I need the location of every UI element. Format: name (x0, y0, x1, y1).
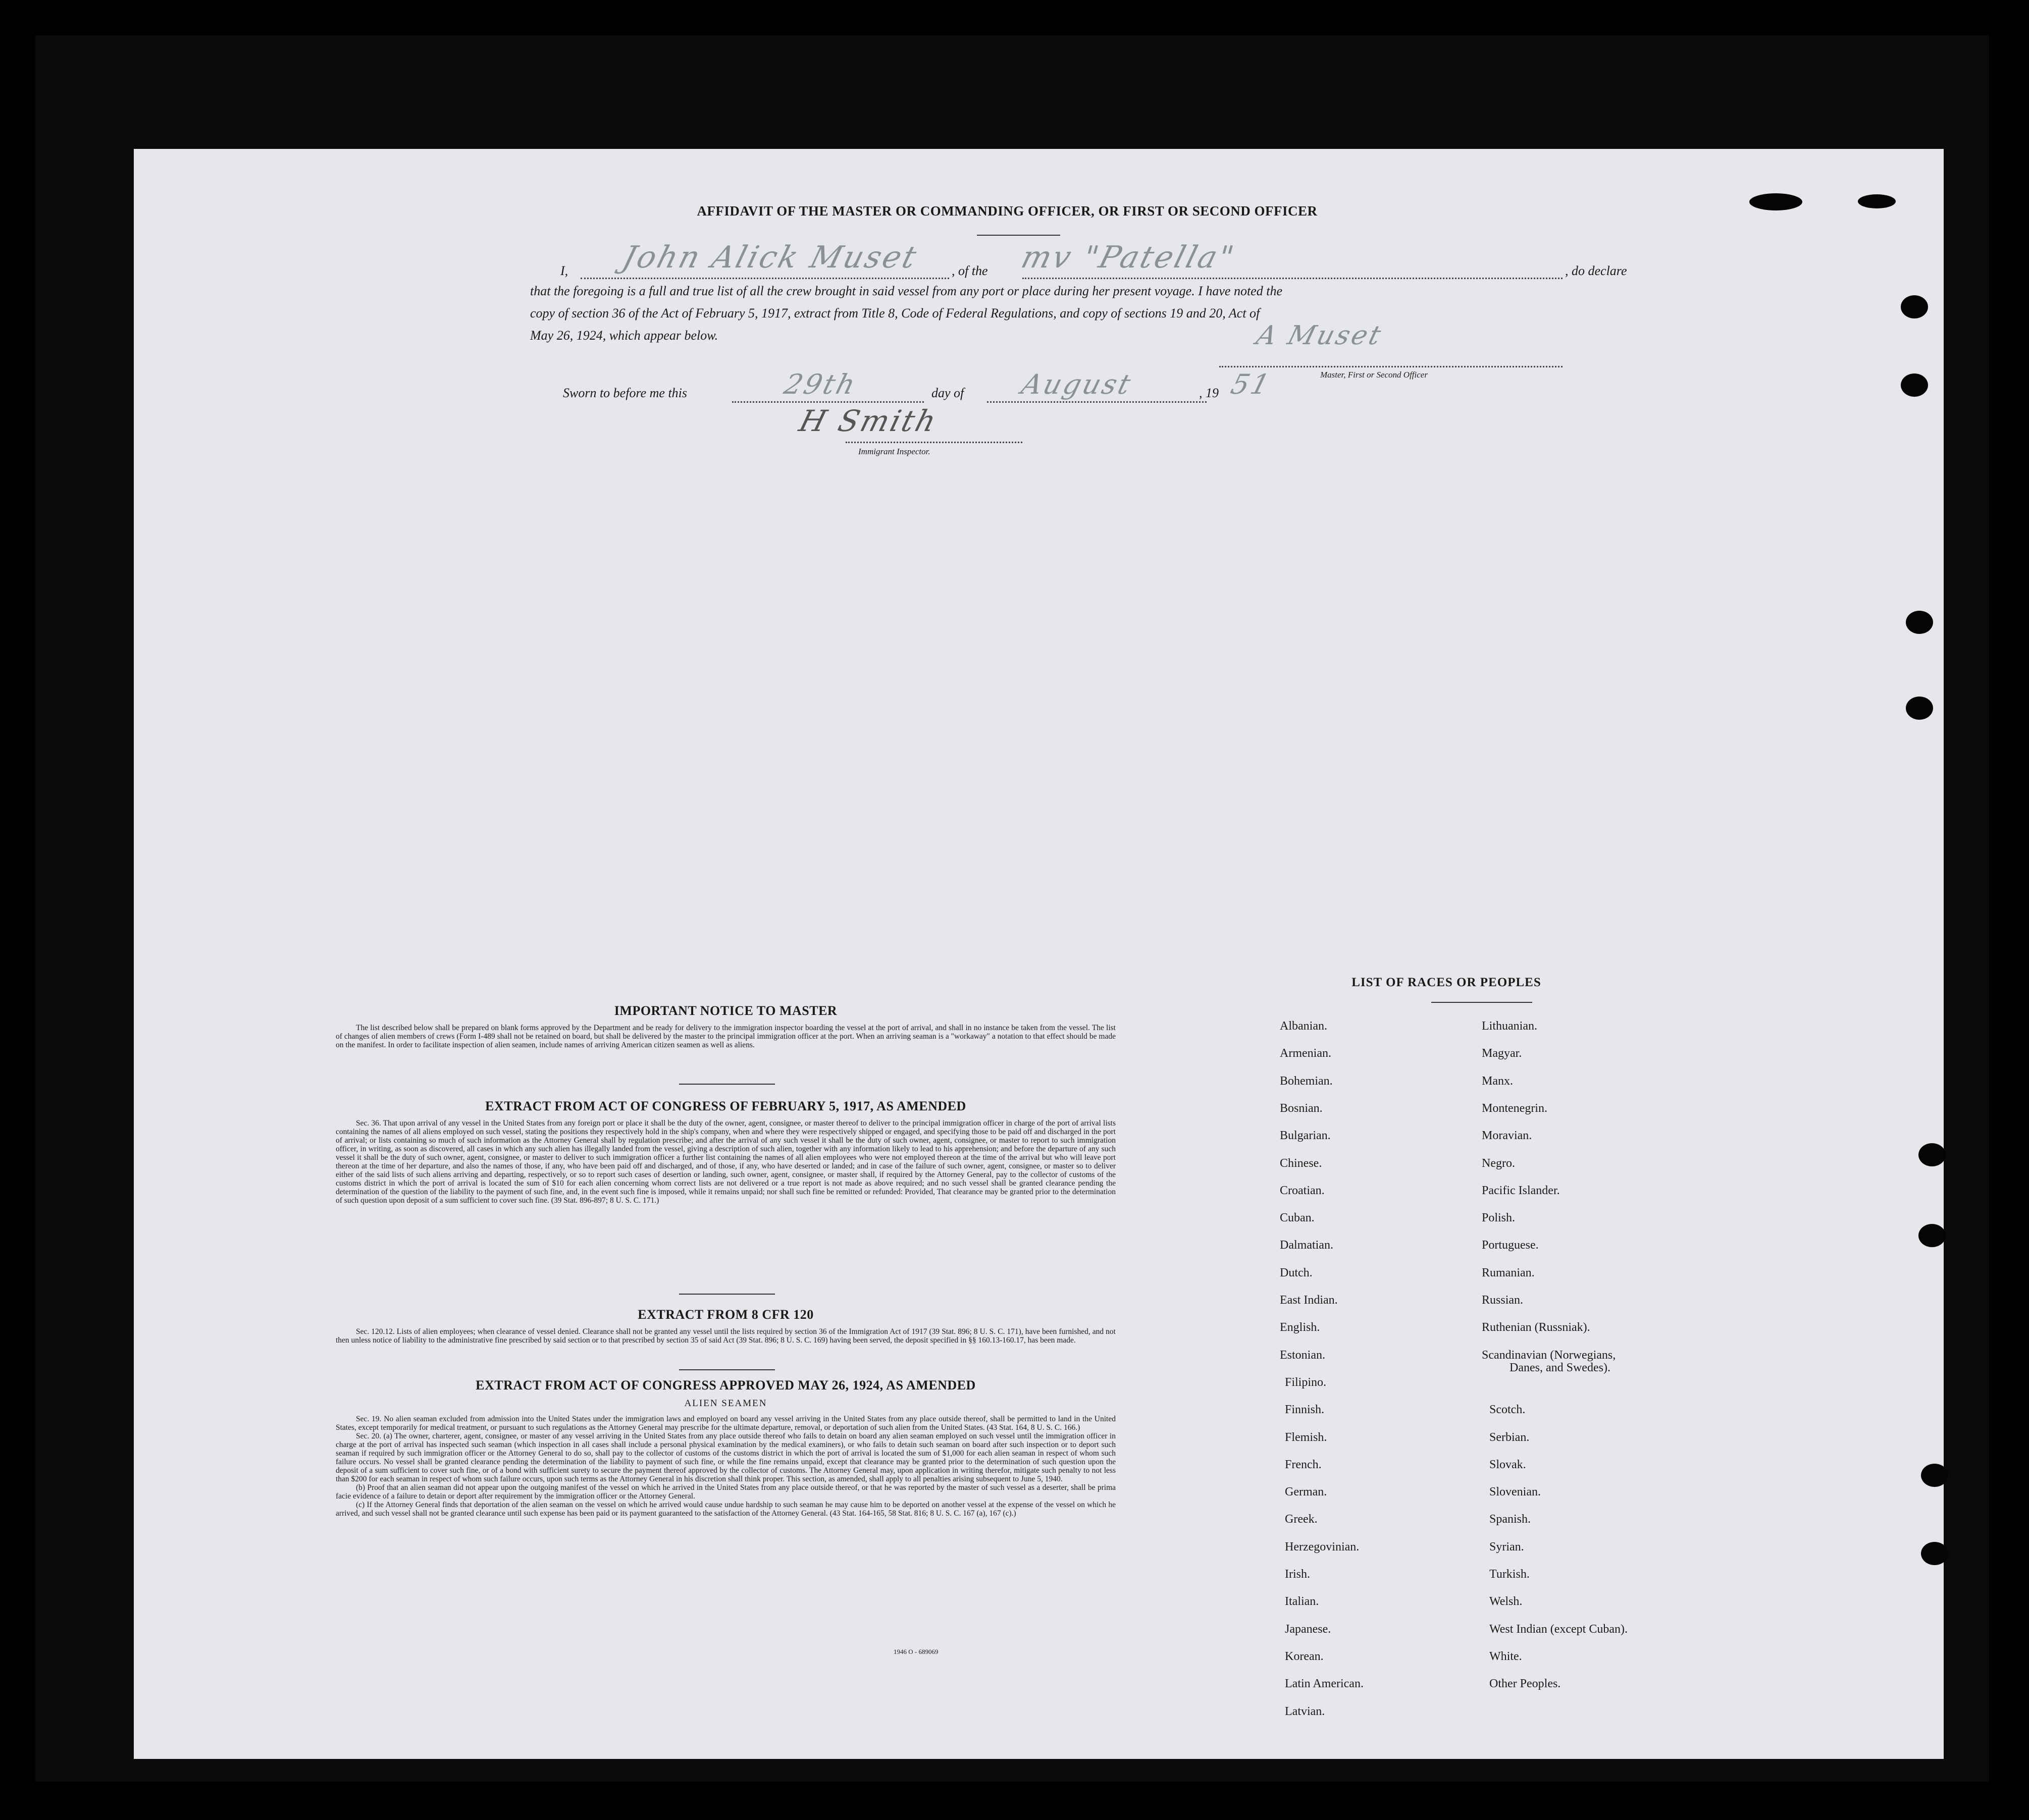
inspector-line (846, 442, 1022, 443)
of-the-label: , of the (952, 263, 988, 278)
extract-1917-title: EXTRACT FROM ACT OF CONGRESS OF FEBRUARY 5, 1917, AS AMENDED (485, 1099, 966, 1113)
section-rule (679, 1084, 775, 1085)
section-rule (679, 1294, 775, 1295)
punch-hole (1901, 373, 1928, 397)
race-item: Filipino. (1285, 1375, 1327, 1389)
affidavit-body-line3: May 26, 1924, which appear below. (530, 328, 718, 343)
master-caption: Master, First or Second Officer (1320, 370, 1428, 380)
race-item: Montenegrin. (1482, 1101, 1547, 1115)
race-item: Russian. (1482, 1294, 1524, 1307)
race-item: Albanian. (1280, 1020, 1327, 1033)
race-item: Cuban. (1280, 1211, 1315, 1225)
vessel-name-handwritten: mv "Patella" (1017, 240, 1239, 275)
month-line (987, 401, 1207, 403)
master-signature-line (1219, 366, 1563, 367)
race-item: Flemish. (1285, 1430, 1327, 1444)
race-item: Bosnian. (1280, 1101, 1323, 1115)
year-handwritten: 51 (1227, 368, 1275, 400)
title-rule (977, 235, 1060, 236)
notice-title: IMPORTANT NOTICE TO MASTER (614, 1003, 838, 1018)
race-item: Korean. (1285, 1649, 1324, 1663)
notice-paragraph: The list described below shall be prepared on blank forms approved by the Department and be ready for delivery to the immigration inspector boarding the vessel at the port of arrival, and shall in no instance be taken from the vessel. The list of changes of alien members of crews (Form I-489 shall not be retained on board, but shall be delivered by the master to the principal immigration officer at the port. When an arriving seaman is a "workaway" a notation to that effect should be made on the manifest. In order to facilitate inspection of alien seamen, include names of arriving American citizen seamen as well as aliens. (336, 1024, 1116, 1049)
race-item: Bohemian. (1280, 1074, 1333, 1088)
master-name-handwritten: John Alick Muset (618, 240, 922, 275)
extract-1924-title: EXTRACT FROM ACT OF CONGRESS APPROVED MAY 26, 1924, AS AMENDED (476, 1378, 976, 1393)
section-rule (679, 1369, 775, 1370)
extract-cfr-paragraph: Sec. 120.12. Lists of alien employees; when clearance of vessel denied. Clearance shall not be granted any vessel until the lists required by section 36 of the Immigration Act of 1917 (39 Stat. 896; 8 U. S. C. 171), have been furnished, and not then unless notice of liability to the administrative fine prescribed by said section or to that prescribed by section 35 of said Act (39 Stat. 896; 8 U. S. C. 169) having been served, the deposit specified in §§ 160.13-160.17, has been made. (336, 1327, 1116, 1345)
day-line (732, 401, 924, 403)
race-item: East Indian. (1280, 1294, 1338, 1307)
race-item: Moravian. (1482, 1129, 1532, 1143)
race-item: Japanese. (1285, 1622, 1331, 1636)
affidavit-body-line1: that the foregoing is a full and true list of all the crew brought in said vessel from any port or place during her present voyage. I have noted the (530, 284, 1282, 298)
race-item: Slovenian. (1489, 1485, 1541, 1499)
race-item: Herzegovinian. (1285, 1540, 1360, 1554)
race-item: Syrian. (1489, 1540, 1524, 1554)
month-handwritten: August (1018, 368, 1136, 400)
race-item: Croatian. (1280, 1184, 1325, 1197)
punch-hole (1921, 1464, 1948, 1487)
race-item: French. (1285, 1458, 1322, 1471)
race-item: Rumanian. (1482, 1266, 1535, 1279)
race-item: Pacific Islander. (1482, 1184, 1560, 1197)
race-item: Dalmatian. (1280, 1239, 1333, 1252)
race-item: Latvian. (1285, 1704, 1325, 1718)
race-item: White. (1489, 1649, 1522, 1663)
race-item: German. (1285, 1485, 1327, 1499)
extract-1917-text (336, 1119, 1116, 1205)
race-item: English. (1280, 1321, 1320, 1334)
race-item: Spanish. (1489, 1513, 1531, 1526)
race-item: Other Peoples. (1489, 1677, 1561, 1691)
sec20c-paragraph: (c) If the Attorney General finds that deportation of the alien seaman on the vessel on which he arrived would cause undue hardship to such seaman he may cause him to be deported on another vessel at the expense of the vessel on which he arrived, and such vessel shall not be granted clearance until such expense has been paid or its payment guaranteed to the satisfaction of the Attorney General. (43 Stat. 164-165, 58 Stat. 816; 8 U. S. C. 167 (a), 167 (c).) (336, 1501, 1116, 1518)
race-item: Slovak. (1489, 1458, 1526, 1471)
sworn-label: Sworn to before me this (563, 386, 688, 400)
sec20b-paragraph: (b) Proof that an alien seaman did not appear upon the outgoing manifest of the vessel on which he arrived in the United States from any place outside thereof, or that he was reported by the master of such vessel as a deserter, shall be prima facie evidence of a failure to detain or deport after requirement by the immigration officer or the Attorney General. (336, 1483, 1116, 1501)
race-item: Estonian. (1280, 1348, 1325, 1362)
race-item: Magyar. (1482, 1047, 1522, 1060)
punch-hole (1906, 611, 1933, 634)
extract-1917-paragraph: Sec. 36. That upon arrival of any vessel in the United States from any foreign port or place it shall be the duty of the owner, agent, consignee, or master thereof to deliver to the principal immigration officer in charge of the port of arrival lists containing the names of all aliens employed on such vessel, stating the positions they respectively hold in the ship's company, when and where they were respectively shipped or engaged, and specifying those to be paid off and discharged in the port of arrival; or lists containing so much of such information as the Attorney General shall by regulation prescribe; and after the arrival of any such vessel it shall be the duty of such owner, agent, consignee, or master to report to such immigration officer, in writing, as soon as discovered, all cases in which any such alien has illegally landed from the vessel, giving a description of such alien, together with any information likely to lead to his apprehension; and before the departure of any such vessel it shall be the duty of such owner, agent, consignee, or master to deliver to such immigration officer a further list containing the names of all alien employees who were not employed thereon at the time of the arrival but who will leave port thereon at the time of her departure, and also the names of those, if any, who have been paid off and discharged, and of those, if any, who have deserted or landed; and in case of the failure of such owner, agent, consignee, or master so to deliver either of the said lists of such aliens arriving and departing, respectively, or so to report such cases of desertion or landing, such owner, agent, consignee, or master shall, if required by the Attorney General, pay to the collector of customs of the customs district in which the port of arrival is located the sum of $10 for each alien concerning whom correct lists are not delivered or a true report is not made as above required; and no such vessel shall be granted clearance pending the determination of the question of the liability to the payment of such fine, and, in the event such fine is imposed, while it remains unpaid; nor shall such fine be remitted or refunded: Provided, That clearance may be granted prior to the determination of such question upon deposit of a sum sufficient to cover such fine. (39 Stat. 896-897; 8 U. S. C. 171.) (336, 1119, 1116, 1205)
extract-cfr-text (336, 1327, 1116, 1345)
races-title: LIST OF RACES OR PEOPLES (1351, 976, 1541, 989)
race-item: Polish. (1482, 1211, 1516, 1225)
inspector-caption: Immigrant Inspector. (858, 447, 930, 456)
race-item: Italian. (1285, 1595, 1319, 1609)
race-item-continuation: Danes, and Swedes). (1510, 1361, 1610, 1374)
name-line (581, 278, 949, 279)
affidavit-body-line2: copy of section 36 of the Act of February 5, 1917, extract from Title 8, Code of Federal Regulations, and copy of sections 19 and 20, Act of (530, 306, 1260, 320)
alien-seamen-subtitle: ALIEN SEAMEN (684, 1398, 767, 1409)
do-declare-label: , do declare (1565, 263, 1627, 278)
punch-hole (1918, 1143, 1946, 1166)
sec19-paragraph: Sec. 19. No alien seaman excluded from admission into the United States under the immigration laws and employed on board any vessel arriving in the United States from any place outside thereof, shall be permitted to land in the United States, except temporarily for medical treatment, or pursuant to such regulations as the Attorney General may prescribe for the ultimate departure, removal, or deportation of such alien from the United States. (43 Stat. 164, 8 U. S. C. 166.) (336, 1415, 1116, 1432)
race-item: Serbian. (1489, 1430, 1530, 1444)
race-item: Dutch. (1280, 1266, 1313, 1279)
race-item: Welsh. (1489, 1595, 1523, 1609)
notice-text (336, 1024, 1116, 1049)
ink-blot (1749, 193, 1802, 210)
master-signature: A Muset (1253, 320, 1386, 351)
affidavit-title: AFFIDAVIT OF THE MASTER OR COMMANDING OFFICER, OR FIRST OR SECOND OFFICER (697, 203, 1318, 219)
inspector-signature: H Smith (795, 404, 942, 438)
race-item: Latin American. (1285, 1677, 1364, 1691)
race-item: Finnish. (1285, 1403, 1325, 1417)
extract-cfr-title: EXTRACT FROM 8 CFR 120 (638, 1307, 814, 1322)
race-item: Lithuanian. (1482, 1020, 1537, 1033)
race-item: West Indian (except Cuban). (1489, 1622, 1628, 1636)
extract-1924-text (336, 1415, 1116, 1518)
race-item: Portuguese. (1482, 1239, 1539, 1252)
vessel-line (1022, 278, 1563, 279)
races-rule (1431, 1002, 1532, 1003)
race-item: Turkish. (1489, 1568, 1530, 1581)
race-item: Chinese. (1280, 1156, 1322, 1170)
document-page (134, 149, 1944, 1759)
day-of-label: day of (931, 386, 964, 400)
punch-hole (1921, 1542, 1948, 1565)
day-handwritten: 29th (781, 368, 861, 400)
sec20a-paragraph: Sec. 20. (a) The owner, charterer, agent, consignee, or master of any vessel arriving in the United States from any place outside thereof who fails to detain on board any alien seaman employed on such vessel until the immigration officer in charge at the port of arrival has inspected such seaman (which inspection in all cases shall include a personal physical examination by the medical examiners), or who fails to detain such seaman on board after such inspection or to deport such seaman if required by such immigration officer or the Attorney General to do so, shall pay to the collector of customs of the customs district in which the port of arrival is located the sum of $1,000 for each alien seaman in respect of whom such failure occurs. No vessel shall be granted clearance pending the determination of the liability to payment of such fine, or while the fine remains unpaid, except that clearance may be granted prior to the determination of such question upon the deposit of a sum sufficient to cover such fine, or of a bond with sufficient surety to secure the payment thereof approved by the collector of customs. The Attorney General may, upon application in writing therefor, mitigate such penalty to not less than $200 for each seaman in respect of whom such failure occurs, upon such terms as the Attorney General in his discretion shall think proper. This section, as amended, shall apply to all penalties arising subsequent to June 5, 1940. (336, 1432, 1116, 1483)
punch-hole (1906, 697, 1933, 720)
punch-hole (1901, 295, 1928, 318)
print-code: 1946 O - 689069 (894, 1648, 939, 1655)
race-item: Scandinavian (Norwegians, (1482, 1348, 1616, 1362)
race-item: Bulgarian. (1280, 1129, 1331, 1143)
race-item: Greek. (1285, 1513, 1318, 1526)
race-item: Irish. (1285, 1568, 1310, 1581)
year-prefix: , 19 (1199, 386, 1219, 400)
race-item: Armenian. (1280, 1047, 1331, 1060)
race-item: Scotch. (1489, 1403, 1526, 1417)
ink-blot (1858, 194, 1896, 208)
race-item: Manx. (1482, 1074, 1513, 1088)
declarant-label: I, (560, 263, 568, 278)
race-item: Negro. (1482, 1156, 1515, 1170)
punch-hole (1918, 1224, 1946, 1247)
race-item: Ruthenian (Russniak). (1482, 1321, 1590, 1334)
